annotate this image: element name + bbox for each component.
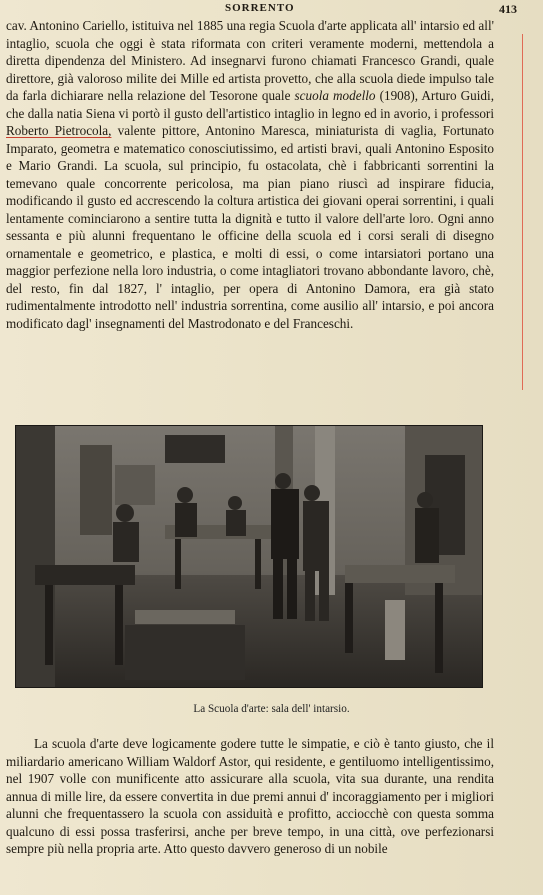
workshop-photograph bbox=[15, 425, 483, 688]
running-title: SORRENTO bbox=[225, 2, 295, 14]
top-paragraph-part-1: cav. Antonino Cariello, istituiva nel 1885 una regia Scuola d'arte applicata all' intarsio ed all' intaglio, scuola che oggi è stata riformata con criteri veramente moderni, mettendola a diretta dipendenza del Ministero. Ad insegnarvi furono chiamati Francesco Grandi, quale direttore, già valoroso milite dei Mille ed artista provetto, che alla scuola diede impulso tale da farla dichiarare nella relazione del Tesorone quale bbox=[6, 18, 494, 103]
running-header bbox=[0, 2, 543, 16]
workshop-scene bbox=[15, 425, 483, 688]
top-paragraph-part-3: valente pittore, Antonino Maresca, miniaturista di vaglia, Fortunato Imparato, geometra e matematico conosciutissimo, ed artisti bravi, quali Antonino Esposito e Mario Grandi. La scuola, sul principio, fu ostacolata, chè i fabbricanti sorrentini la temevano quale concorrente pericolosa, ma pian piano riuscì ad inspirare fiducia, modificando il gusto ed accrescendo la coltura artistica dei giovani operai sorrentini, i quali lentamente cominciarono a sentire tutta la dignità e tutto il valore dell'arte loro. Ogni anno sessanta e più alunni frequentano le officine della scuola ed i corsi serali di disegno ornamentale e geometrico, e plastica, e molti di essi, o come intarsiatori portano una maggior perfezione nella loro industria, o come intagliatori trovano abbondante lavoro, chè, del resto, fin dal 1827, l' intaglio, per opera di Antonino Damora, era già stato rudimentalmente introdotto nell' industria sorrentina, come ausilio all' intarsio, e poi ancora modificato dagl' insegnamenti del Mastrodonato e del Franceschi. bbox=[6, 123, 494, 331]
red-margin-line bbox=[522, 34, 523, 390]
top-paragraph-part-2: (1908), Arturo Guidi, che dalla natia Siena vi portò il gusto dell'artistico intaglio in legno ed in avorio, i professori bbox=[6, 88, 494, 121]
top-paragraph bbox=[6, 17, 494, 332]
page-number: 413 bbox=[499, 2, 517, 16]
figure-caption: La Scuola d'arte: sala dell' intarsio. bbox=[193, 703, 350, 715]
bottom-paragraph: La scuola d'arte deve logicamente godere tutte le simpatie, e ciò è tanto giusto, che il miliardario americano William Waldorf Astor, qui residente, e gentiluomo intelligentissimo, nel 1907 volle con munificente atto assicurare alla scuola, vita sua durante, una rendita annua di mille lire, da essere convertita in due premi annui d' incoraggiamento per i migliori alunni che frequentassero la scuola con assiduità e profitto, acciocchè con questa somma qualcuno di essi possa trasferirsi, anche per breve tempo, in una città, ove perfezionarsi sempre più nella propria arte. Atto questo davvero generoso di un nobile bbox=[6, 736, 494, 856]
underlined-name: Roberto Pietrocola, bbox=[6, 123, 112, 138]
emphasized-phrase: scuola modello bbox=[294, 88, 376, 103]
